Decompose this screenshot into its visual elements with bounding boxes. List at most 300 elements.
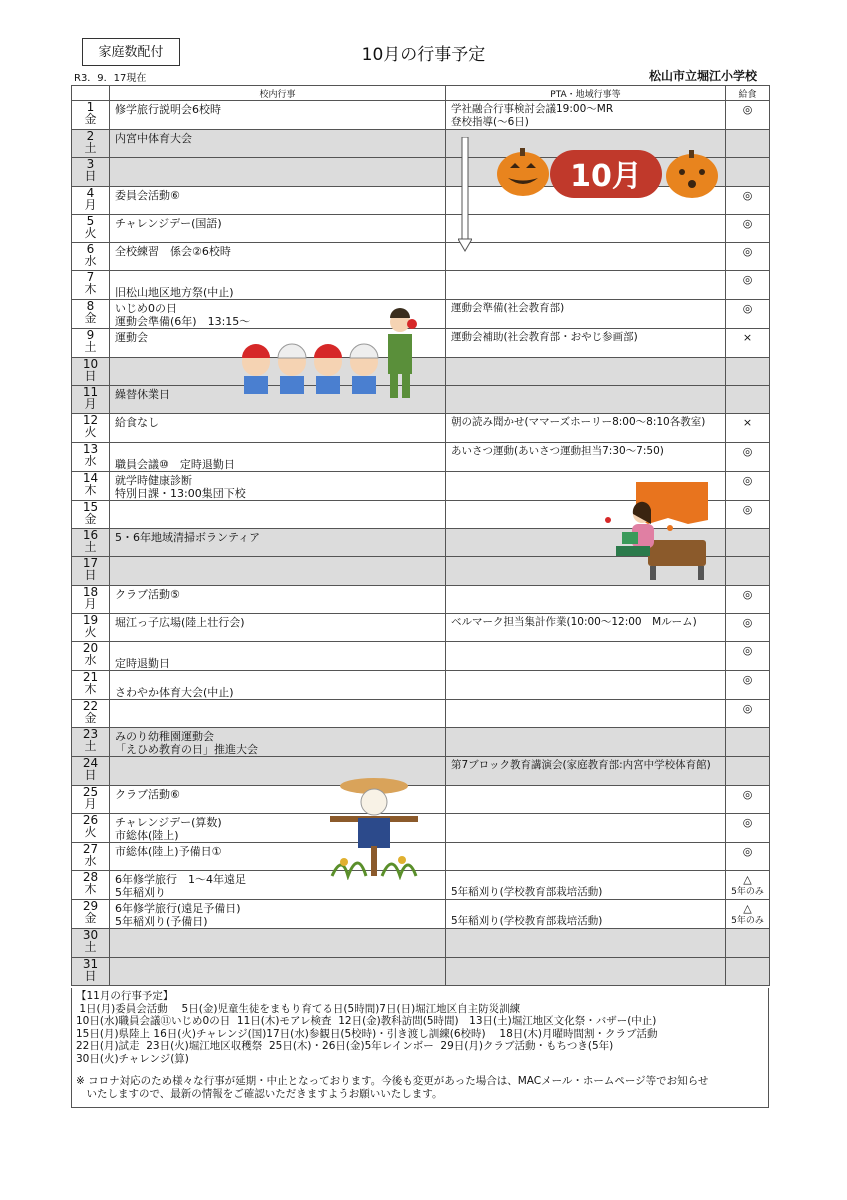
school-event-cell	[110, 214, 446, 242]
november-line: 30日(火)チャレンジ(算)	[76, 1052, 189, 1065]
day-cell	[72, 471, 110, 500]
pumpkin-icon	[666, 150, 718, 198]
pta-event: 学社融合行事検討会議19:00～MR 登校指導(～6日)	[451, 103, 614, 128]
day-cell	[72, 158, 110, 186]
lunch-mark: ◎	[742, 473, 753, 487]
day-number: 10	[82, 357, 99, 371]
pta-event	[446, 671, 725, 673]
pta-event	[446, 642, 725, 644]
school-event: 全校練習 係会②6校時	[115, 245, 231, 259]
pta-event-cell	[446, 642, 726, 671]
day-number: 9	[86, 328, 95, 343]
pta-event-cell	[446, 300, 726, 329]
school-event: 給食なし	[115, 416, 159, 430]
arrow-down-icon	[458, 137, 472, 253]
school-event-cell	[110, 471, 446, 500]
school-event-cell	[110, 243, 446, 271]
day-cell	[72, 642, 110, 671]
day-number: 16	[82, 528, 99, 542]
school-event-cell	[110, 528, 446, 556]
pta-event	[446, 386, 725, 388]
pta-event-cell	[446, 900, 726, 929]
weekday: 月	[84, 596, 97, 611]
school-event	[110, 557, 445, 559]
school-event-cell	[110, 700, 446, 728]
day-number: 27	[82, 842, 99, 857]
day-row	[72, 386, 770, 414]
day-cell	[72, 671, 110, 700]
lunch-mark: ◎	[742, 673, 753, 687]
pta-event-cell	[446, 442, 726, 471]
pta-event-cell	[446, 357, 726, 385]
pta-event: 5年稲刈り(学校教育部栽培活動)	[451, 915, 603, 928]
pta-event-cell	[446, 728, 726, 757]
school-event-cell	[110, 414, 446, 442]
day-number: 31	[82, 957, 99, 971]
school-event-cell	[110, 957, 446, 985]
weekday: 土	[84, 141, 97, 155]
weekday: 金	[84, 711, 97, 726]
day-cell	[72, 357, 110, 385]
day-cell	[72, 843, 110, 871]
day-cell	[72, 585, 110, 613]
lunch-cell	[726, 271, 770, 300]
school-event: 委員会活動⑥	[115, 188, 180, 202]
school-event	[110, 929, 445, 931]
pta-event-cell	[446, 271, 726, 300]
weekday: 日	[84, 768, 97, 783]
lunch-mark	[726, 358, 769, 360]
covid-note: ※ コロナ対応のため様々な行事が延期・中止となっております。今後も変更があった場合は、MACメール・ホームページ等でお知らせ いたしますので、最新の情報をご確認いただきますようお願いいたします。	[76, 1075, 709, 1100]
pta-event-cell	[446, 814, 726, 843]
school-event-cell	[110, 130, 446, 158]
lunch-mark: ◎	[742, 273, 753, 287]
day-cell	[72, 442, 110, 471]
day-number: 14	[82, 471, 99, 485]
pumpkin-icon	[497, 148, 549, 196]
school-event-cell	[110, 158, 446, 186]
weekday: 土	[84, 739, 97, 754]
pta-event	[446, 215, 725, 217]
lunch-cell	[726, 528, 770, 556]
lunch-mark: ◎	[742, 302, 753, 316]
lunch-cell	[726, 700, 770, 728]
lunch-mark	[726, 557, 769, 559]
pta-event-cell	[446, 957, 726, 985]
day-row	[72, 613, 770, 641]
lunch-cell	[726, 329, 770, 357]
lunch-cell	[726, 243, 770, 271]
header-day	[72, 86, 110, 101]
school-event: 繰替休業日	[115, 388, 170, 402]
pta-event-cell	[446, 243, 726, 271]
pta-event: あいさつ運動(あいさつ運動担当7:30～7:50)	[451, 444, 664, 457]
pta-event	[446, 814, 725, 816]
lunch-cell	[726, 642, 770, 671]
school-event-cell	[110, 271, 446, 300]
weekday: 日	[84, 169, 97, 184]
school-event: 運動会	[115, 331, 148, 345]
pta-event-cell	[446, 871, 726, 900]
day-cell	[72, 613, 110, 641]
day-row	[72, 243, 770, 271]
scarecrow-illustration	[322, 776, 426, 880]
lunch-cell	[726, 214, 770, 242]
day-cell	[72, 300, 110, 329]
day-number: 29	[82, 899, 99, 914]
pta-event-cell	[446, 214, 726, 242]
day-number: 4	[86, 186, 95, 200]
school-event: クラブ活動⑤	[115, 587, 180, 601]
pta-event	[446, 929, 725, 931]
day-cell	[72, 329, 110, 357]
distribution-badge: 家庭数配付	[82, 38, 180, 66]
weekday: 月	[84, 197, 97, 212]
school-event	[110, 700, 445, 702]
pta-event: 5年稲刈り(学校教育部栽培活動)	[451, 886, 603, 899]
day-cell	[72, 243, 110, 271]
day-row	[72, 642, 770, 671]
lunch-mark	[726, 728, 769, 730]
weekday: 土	[84, 340, 97, 355]
lunch-cell	[726, 442, 770, 471]
lunch-mark: ◎	[742, 216, 753, 230]
lunch-mark	[726, 386, 769, 388]
teacher-illustration	[388, 308, 417, 398]
day-row	[72, 442, 770, 471]
school-event-cell	[110, 101, 446, 130]
school-event: 定時退勤日	[115, 657, 170, 671]
day-number: 21	[82, 670, 99, 685]
weekday: 水	[84, 854, 97, 869]
day-cell	[72, 929, 110, 957]
lunch-cell	[726, 613, 770, 641]
pta-event	[446, 843, 725, 845]
lunch-cell	[726, 500, 770, 528]
day-row	[72, 329, 770, 357]
lunch-mark: ◎	[742, 644, 753, 658]
day-row	[72, 271, 770, 300]
weekday: 木	[84, 882, 97, 897]
pta-event-cell	[446, 613, 726, 641]
lunch-cell	[726, 814, 770, 843]
day-cell	[72, 814, 110, 843]
pta-event-cell	[446, 671, 726, 700]
pta-event: 朝の読み聞かせ(ママーズホーリー8:00～8:10各教室)	[451, 416, 706, 429]
november-line: 22日(月)試走 23日(火)堀江地区収穫祭 25日(木)・26日(金)5年レインボー 29日(月)クラブ活動・もちつき(5年)	[76, 1040, 614, 1052]
school-event: 6年修学旅行 1～4年遠足 5年稲刈り	[115, 873, 246, 900]
lunch-cell	[726, 386, 770, 414]
pta-event-cell	[446, 101, 726, 130]
kids-illustration	[236, 306, 420, 402]
school-event-cell	[110, 442, 446, 471]
weekday: 日	[84, 568, 97, 583]
weekday: 金	[84, 911, 97, 926]
school-event-cell	[110, 585, 446, 613]
lunch-cell	[726, 900, 770, 929]
lunch-cell	[726, 843, 770, 871]
weekday: 月	[84, 397, 97, 412]
school-event: 職員会議⑩ 定時退勤日	[115, 457, 235, 471]
day-number: 19	[82, 613, 99, 627]
day-number: 7	[86, 270, 95, 285]
lunch-mark: ◎	[742, 702, 753, 716]
weekday: 月	[84, 796, 97, 811]
pta-event	[446, 271, 725, 273]
day-number: 28	[82, 870, 99, 885]
day-row	[72, 728, 770, 757]
november-line: 10日(水)職員会議⑪いじめ0の日 11日(木)モアレ検査 12日(金)教科訪問(5時間) 13日(土)堀江地区文化祭・バザー(中止)	[76, 1015, 657, 1027]
school-event: チャレンジデー(国語)	[115, 216, 222, 230]
lunch-cell	[726, 871, 770, 900]
weekday: 火	[84, 425, 97, 440]
lunch-mark: △	[743, 873, 752, 887]
pta-event: 運動会補助(社会教育部・おやじ参画部)	[451, 331, 638, 344]
weekday: 木	[84, 482, 97, 497]
weekday: 火	[84, 225, 97, 240]
day-row	[72, 900, 770, 929]
day-row	[72, 585, 770, 613]
lunch-cell	[726, 785, 770, 813]
pta-event-cell	[446, 843, 726, 871]
school-event-cell	[110, 557, 446, 585]
pta-event	[446, 130, 725, 132]
school-event-cell	[110, 728, 446, 757]
pta-event-cell	[446, 757, 726, 785]
lunch-mark: △	[743, 902, 752, 916]
day-cell	[72, 728, 110, 757]
lunch-mark: ◎	[742, 245, 753, 259]
day-cell	[72, 557, 110, 585]
lunch-mark: ◎	[742, 787, 753, 801]
day-row	[72, 414, 770, 442]
day-cell	[72, 700, 110, 728]
day-cell	[72, 900, 110, 929]
school-event-cell	[110, 186, 446, 214]
pta-event	[446, 358, 725, 360]
day-number: 23	[82, 727, 99, 742]
day-number: 13	[82, 442, 99, 456]
pta-event-cell	[446, 386, 726, 414]
lunch-cell	[726, 130, 770, 158]
lunch-cell	[726, 158, 770, 186]
school-event-cell	[110, 929, 446, 957]
day-number: 11	[82, 385, 99, 400]
school-event: さわやか体育大会(中止)	[115, 686, 234, 700]
school-event: クラブ活動⑥	[115, 787, 180, 801]
day-cell	[72, 186, 110, 214]
lunch-mark: ◎	[742, 615, 753, 629]
november-section	[71, 988, 769, 1108]
weekday: 木	[84, 282, 97, 297]
day-cell	[72, 130, 110, 158]
day-row	[72, 671, 770, 700]
school-event: 堀江っ子広場(陸上壮行会)	[115, 615, 245, 629]
day-number: 5	[86, 214, 95, 228]
pta-event: ベルマーク担当集計作業(10:00～12:00 Mルーム)	[451, 615, 697, 628]
day-number: 8	[86, 299, 95, 314]
day-row	[72, 700, 770, 728]
lunch-cell	[726, 957, 770, 985]
lunch-cell	[726, 757, 770, 785]
lunch-note: 5年のみ	[731, 887, 764, 898]
lunch-cell	[726, 357, 770, 385]
day-cell	[72, 528, 110, 556]
day-cell	[72, 957, 110, 985]
lunch-mark: ×	[742, 331, 753, 345]
as-of-date: R3．9．17現在	[74, 73, 147, 84]
header-school-events: 校内行事	[110, 86, 446, 101]
day-cell	[72, 757, 110, 785]
lunch-cell	[726, 585, 770, 613]
day-number: 30	[82, 928, 99, 943]
lunch-mark: ◎	[742, 444, 753, 458]
weekday: 火	[84, 825, 97, 840]
day-number: 24	[82, 756, 99, 771]
pta-event-cell	[446, 700, 726, 728]
day-number: 18	[82, 585, 99, 599]
pta-event	[446, 728, 725, 730]
pta-event-cell	[446, 929, 726, 957]
november-heading: 【11月の行事予定】	[76, 990, 174, 1002]
pta-event	[446, 786, 725, 788]
weekday: 土	[84, 940, 97, 955]
day-number: 12	[82, 413, 99, 428]
november-line: 15日(月)県陸上 16日(火)チャレンジ(国)17日(水)参観日(5校時)・引き渡し訓練(6校時) 18日(木)月曜時間割・クラブ活動	[76, 1027, 658, 1040]
pta-event: 運動会準備(社会教育部)	[451, 302, 565, 315]
lunch-cell	[726, 471, 770, 500]
day-number: 22	[82, 699, 99, 714]
school-event	[110, 757, 445, 759]
day-cell	[72, 271, 110, 300]
day-number: 20	[82, 641, 99, 656]
pta-event	[446, 243, 725, 245]
day-cell	[72, 386, 110, 414]
lunch-mark: ×	[742, 416, 753, 430]
header-lunch: 給食	[726, 86, 770, 101]
lunch-cell	[726, 186, 770, 214]
lunch-cell	[726, 728, 770, 757]
pta-event-cell	[446, 585, 726, 613]
school-event-cell	[110, 900, 446, 929]
weekday: 日	[84, 368, 97, 383]
day-cell	[72, 214, 110, 242]
school-event: 5・6年地域清掃ボランティア	[115, 530, 261, 544]
day-row	[72, 357, 770, 385]
day-number: 6	[86, 242, 95, 257]
lunch-mark: ◎	[742, 587, 753, 601]
day-number: 25	[82, 785, 99, 799]
weekday: 水	[84, 453, 97, 468]
lunch-mark	[726, 958, 769, 960]
weekday: 金	[84, 112, 97, 126]
lunch-note: 5年のみ	[731, 916, 764, 927]
school-event	[110, 958, 445, 960]
school-event: みのり幼稚園運動会 「えひめ教育の日」推進大会	[115, 730, 258, 757]
day-cell	[72, 500, 110, 528]
day-cell	[72, 101, 110, 130]
school-event-cell	[110, 642, 446, 671]
lunch-cell	[726, 557, 770, 585]
lunch-mark	[726, 529, 769, 531]
pta-event-cell	[446, 785, 726, 813]
pta-event	[446, 700, 725, 702]
day-row	[72, 101, 770, 130]
day-row	[72, 929, 770, 957]
pta-event	[446, 472, 725, 474]
lunch-cell	[726, 414, 770, 442]
lunch-cell	[726, 671, 770, 700]
lunch-mark	[726, 757, 769, 759]
header-pta-events: PTA・地域行事等	[446, 86, 726, 101]
school-event: 修学旅行説明会6校時	[115, 103, 221, 116]
day-number: 2	[86, 129, 95, 143]
weekday: 木	[84, 682, 97, 697]
pta-event	[446, 958, 725, 960]
pta-event	[446, 586, 725, 588]
weekday: 水	[84, 653, 97, 668]
day-cell	[72, 414, 110, 442]
day-row	[72, 300, 770, 329]
lunch-cell	[726, 101, 770, 130]
weekday: 土	[84, 539, 97, 554]
weekday: 火	[84, 624, 97, 639]
day-row	[72, 214, 770, 242]
pta-event-cell	[446, 414, 726, 442]
school-event-cell	[110, 671, 446, 700]
reading-woman-illustration	[598, 480, 710, 584]
weekday: 金	[84, 311, 97, 326]
lunch-mark: ◎	[742, 103, 753, 116]
lunch-mark: ◎	[742, 845, 753, 859]
october-banner	[496, 146, 724, 202]
school-event	[110, 158, 445, 160]
lunch-mark: ◎	[742, 816, 753, 830]
day-number: 26	[82, 813, 99, 828]
lunch-mark	[726, 158, 769, 160]
day-number: 1	[86, 100, 95, 114]
school-event: 内宮中体育大会	[115, 132, 192, 145]
november-line: 1日(月)委員会活動 5日(金)児童生徒をまもり育てる日(5時間)7日(日)堀江地区自主防災訓練	[76, 1002, 521, 1015]
lunch-cell	[726, 300, 770, 329]
day-cell	[72, 785, 110, 813]
day-number: 17	[82, 556, 99, 571]
school-event: 旧松山地区地方祭(中止)	[115, 286, 234, 300]
lunch-mark	[726, 130, 769, 132]
school-event: 就学時健康診断 特別日課・13:00集団下校	[115, 473, 246, 500]
day-cell	[72, 871, 110, 900]
school-event-cell	[110, 613, 446, 641]
weekday: 金	[84, 511, 97, 526]
day-row	[72, 957, 770, 985]
day-number: 15	[82, 500, 99, 514]
school-event: チャレンジデー(算数) 市総体(陸上)	[115, 816, 222, 843]
lunch-mark: ◎	[742, 188, 753, 202]
school-event: 6年修学旅行(遠足予備日) 5年稲刈り(予備日)	[115, 902, 241, 929]
lunch-mark	[726, 929, 769, 931]
lunch-cell	[726, 929, 770, 957]
weekday: 日	[84, 968, 97, 983]
pta-event-cell	[446, 329, 726, 357]
banner-text: 10月	[570, 159, 642, 194]
school-event-cell	[110, 500, 446, 528]
school-event: 市総体(陸上)予備日①	[115, 845, 222, 859]
pta-event: 第7ブロック教育講演会(家庭教育部:内宮中学校体育館)	[451, 759, 711, 772]
school-event	[110, 501, 445, 503]
weekday: 水	[84, 254, 97, 269]
lunch-mark: ◎	[742, 502, 753, 516]
day-number: 3	[86, 157, 95, 172]
